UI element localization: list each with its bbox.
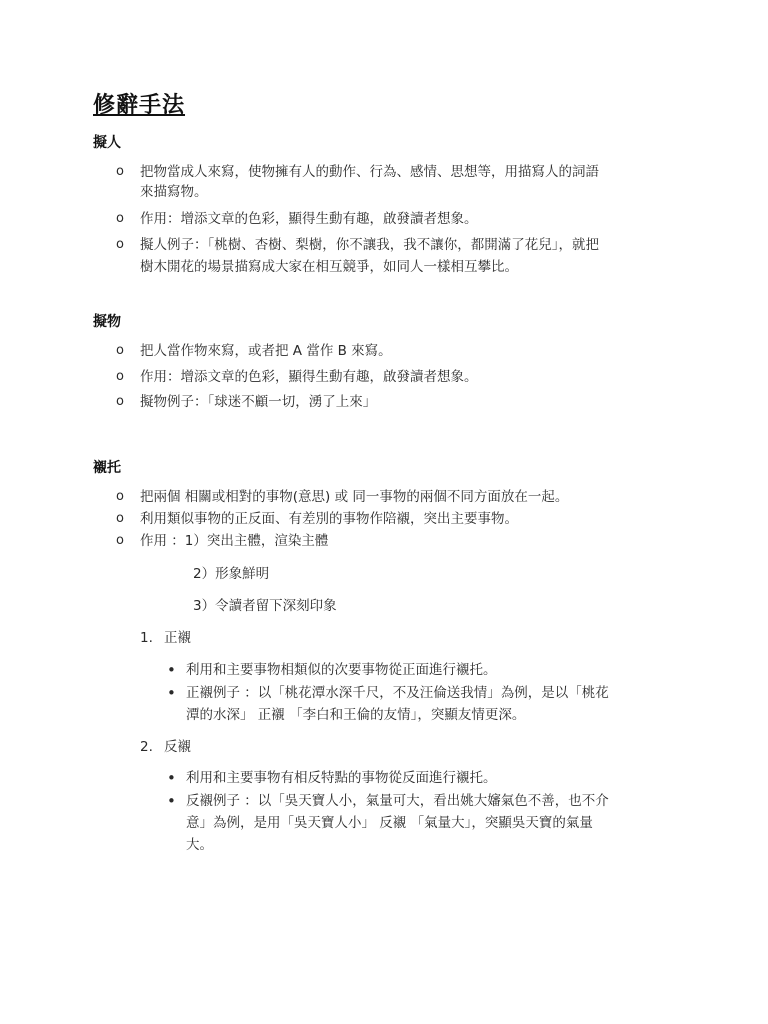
effect-line: 3）令讀者留下深刻印象 — [193, 598, 337, 614]
list-item-line: 作用：增添文章的色彩，顯得生動有趣，啟發讀者想象。 — [140, 211, 478, 227]
list-item-line: 利用和主要事物有相反特點的事物從反面進行襯托。 — [186, 770, 497, 786]
bullet-marker: o — [116, 489, 124, 504]
bullet-marker: o — [116, 533, 124, 548]
list-item-line: 潭的水深」 正襯 「李白和王倫的友情」，突顯友情更深。 — [186, 707, 526, 723]
list-item-line: 利用和主要事物相類似的次要事物從正面進行襯托。 — [186, 662, 497, 678]
list-item-line: 意」為例，是用「吳天寶人小」 反襯 「氣量大」，突顯吳天寶的氣量 — [186, 815, 593, 831]
numbered-item-number: 2. — [140, 739, 153, 755]
bullet-marker: • — [167, 769, 176, 787]
section-heading-personification: 擬人 — [93, 135, 121, 151]
numbered-item-number: 1. — [140, 630, 153, 646]
list-item-line: 擬物例子：「球迷不顧一切，湧了上來」 — [140, 394, 377, 410]
list-item-line: 作用 ：1）突出主體，渲染主體 — [140, 533, 329, 549]
list-item-line: 利用類似事物的正反面、有差別的事物作陪襯，突出主要事物。 — [140, 511, 518, 527]
bullet-marker: o — [116, 511, 124, 526]
numbered-item-label: 反襯 — [164, 739, 191, 755]
list-item-line: 樹木開花的場景描寫成大家在相互競爭，如同人一樣相互攀比。 — [140, 259, 518, 275]
numbered-item-label: 正襯 — [164, 630, 191, 646]
list-item-line: 來描寫物。 — [140, 184, 208, 200]
bullet-marker: • — [167, 661, 176, 679]
list-item-line: 擬人例子：「桃樹、杏樹、梨樹，你不讓我，我不讓你，都開滿了花兒」，就把 — [140, 237, 599, 253]
bullet-marker: • — [167, 792, 176, 810]
bullet-marker: o — [116, 394, 124, 409]
list-item-line: 作用：增添文章的色彩，顯得生動有趣，啟發讀者想象。 — [140, 369, 478, 385]
list-item-line: 反襯例子 ：以「吳天寶人小，氣量可大，看出姚大嬸氣色不善，也不介 — [186, 793, 609, 809]
list-item-line: 把兩個 相關或相對的事物(意思) 或 同一事物的兩個不同方面放在一起。 — [140, 489, 569, 505]
bullet-marker: o — [116, 369, 124, 384]
page-title: 修辭手法 — [93, 93, 186, 118]
bullet-marker: o — [116, 211, 124, 226]
bullet-marker: o — [116, 343, 124, 358]
list-item-line: 正襯例子 ：以「桃花潭水深千尺，不及汪倫送我情」為例，是以「桃花 — [186, 685, 609, 701]
bullet-marker: o — [116, 164, 124, 179]
list-item-line: 把物當成人來寫，使物擁有人的動作、行為、感情、思想等，用描寫人的詞語 — [140, 164, 599, 180]
bullet-marker: o — [116, 237, 124, 252]
section-heading-contrast: 襯托 — [93, 460, 121, 476]
list-item-line: 把人當作物來寫，或者把 A 當作 B 來寫。 — [140, 343, 392, 359]
effect-line: 2）形象鮮明 — [193, 566, 270, 582]
bullet-marker: • — [167, 684, 176, 702]
list-item-line: 大。 — [186, 837, 213, 853]
section-heading-objectification: 擬物 — [93, 314, 121, 330]
